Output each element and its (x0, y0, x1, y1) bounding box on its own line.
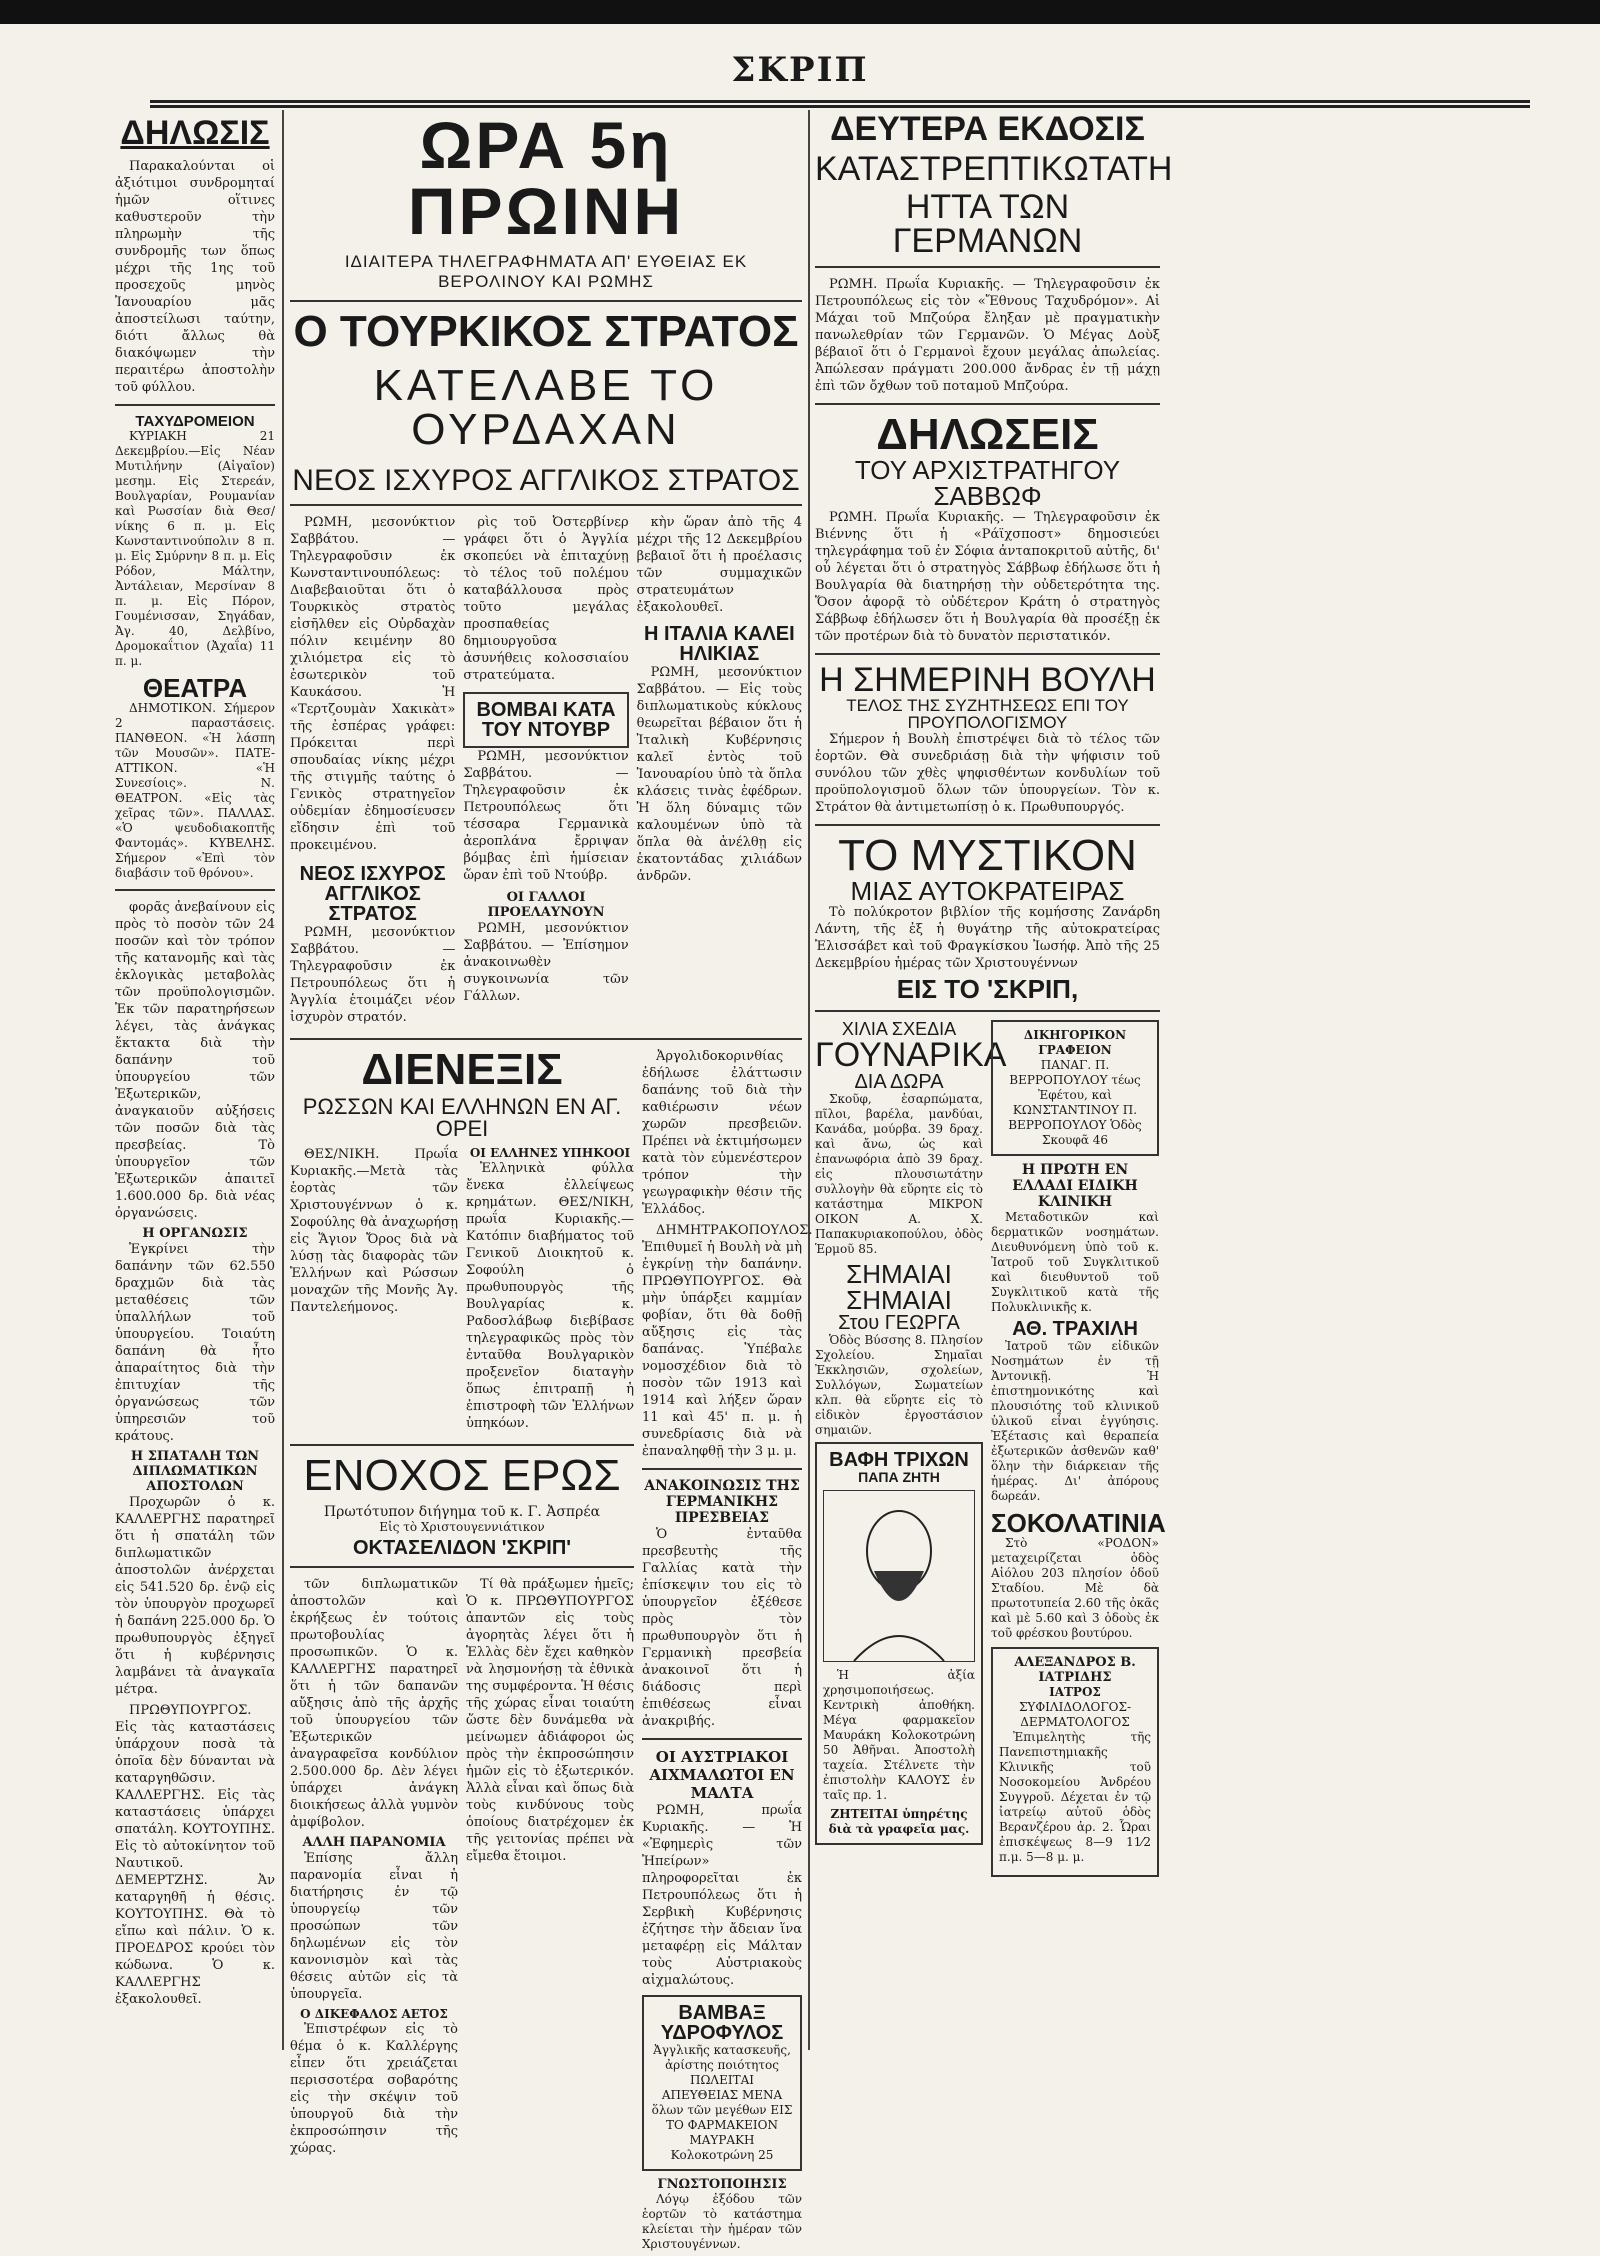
main-headline: ΩΡΑ 5η ΠΡΩΙΝΗ (407, 108, 685, 248)
aetos-heading: Ο ΔΙΚΕΦΑΛΟΣ ΑΕΤΟΣ (300, 2007, 448, 2021)
theatre-paragraph: ΔΗΜΟΤΙΚΟΝ. Σήμερον 2 παραστάσεις. ΠΑΝΘΕΟΝ. «Ἡ λάσπη τῶν Μουσῶν». ΠΑΤΕ-ΑΤΤΙΚΟΝ. «Ἡ Συνεσίοις». Ν. ΘΕΑΤΡΟΝ. «Εἰς τὰς χεῖρας τῶν». ΠΑΛΛΑΣ. «Ὁ ψευδοδιακοπτῆς Φαντομάς». ΚΥΒΕΛΗΣ. Σήμερον «Ἐπὶ τὸν διαβάσιν τοῦ θρόνου». (115, 701, 275, 880)
enochos-note: Εἰς τὸ Χριστουγεννιάτικον (379, 1520, 545, 1534)
fur-heading-1: ΧΙΛΙΑ ΣΧΕΔΙΑ (841, 1019, 957, 1039)
doctor2-paragraph: Ἐπιμελητὴς τῆς Πανεπιστημιακῆς Κλινικῆς τοῦ Νοσοκομείου Ἀνδρέου Συγγροῦ. Δέχεται ἐν τῷ ἰατρείῳ αὐτοῦ ὁδὸς Βερανζέρου ἀρ. 2. Ὧραι ἐπισκέψεως 8—9 11⁄2 π.μ. 5—8 μ. μ. (999, 1730, 1151, 1864)
new-english-text (290, 924, 455, 1026)
enochos-headline: ΕΝΟΧΟΣ ΕΡΩΣ (303, 1451, 621, 1500)
masthead-rule (150, 100, 1530, 103)
defeat-headline: ΗΤΤΑ ΤΩΝ ΓΕΡΜΑΝΩΝ (892, 188, 1083, 260)
aetos-text (290, 2021, 458, 2157)
german-embassy-text (642, 1526, 802, 1730)
clinic-paragraph: Μεταδοτικῶν καὶ δερματικῶν νοσημάτων. Διευθυνόμενη ὑπὸ τοῦ κ. Ἰατροῦ τοῦ Συγκλιτικοῦ καὶ διευθυντοῦ τοῦ Συγκλιτικοῦ κατὰ τῆς Πολυκλινικῆς κ. (991, 1210, 1159, 1314)
bombay-heading: ΒΟΜΒΑΙ ΚΑΤΑ ΤΟΥ ΝΤΟΥΒΡ (463, 692, 628, 748)
doctor-text (991, 1339, 1159, 1504)
debate-text (115, 1702, 275, 2008)
budget-text (115, 899, 275, 1222)
other-heading: ΑΛΛΗ ΠΑΡΑΝΟΜΙΑ (302, 1835, 446, 1850)
flags-heading-3: Στου ΓΕΩΡΓΑ (838, 1312, 960, 1334)
ost-paragraph: ρὶς τοῦ Ὀστερβίνερ γράφει ὅτι ὁ Ἀγγλία σκοπεύει νὰ ἐπιταχύνῃ τὸ τέλος τοῦ πολέμου καταβάλλουσα πρὸς τοῦτο μεγάλας προσπαθείας δημιουργοῦσα ἀσυνήθεις κολοσσιαίου στρατεύματα. (463, 515, 629, 683)
austrian-text (642, 1802, 802, 1989)
greek-subjects-paragraph: Ἑλληνικὰ φύλλα ἔνεκα ἐλλείψεως κρημάτων. ΘΕΣ/ΝΙΚΗ, πρωΐα Κυριακῆς.—Κατόπιν διαβήματος τοῦ Γενικοῦ Διοικητοῦ κ. Σοφούλη ὁ πρωθυπουργὸς τῆς Βουλγαρίας κ. Ραδοσλάβωφ διεβίβασε τηλεγραφικῶς πρὸς τὸν ἐνταῦθα Βουλγαρικὸν προξενεῖον διαταγὴν ὅπως ἐπιτραπῇ ἡ ἐπιστροφὴ τῶν Ἑλλήνων ὑπηκόων. (466, 1161, 634, 1431)
theatre-text (115, 701, 275, 881)
defeat-paragraph: ΡΩΜΗ. Πρωΐα Κυριακῆς. — Τηλεγραφοῦσιν ἐκ Πετρουπόλεως εἰς τὸν «Ἔθνους Ταχυδρόμον». Αἱ Μάχαι τοῦ Μπζούρα ἔληξαν μὲ πραγματικὴν πανωλεθρίαν τῶν Γερμανῶν. Ὁ Μέγας Δοὺξ βέβαιοῖ ὅτι ὁ Γερμανοὶ ἔχουν μεγάλας ἀπωλείας. Ἀπώλεσαν πράγματι 200.000 ἄνδρας ἐν τῇ μάχῃ ἐπὶ τῶν ὄχθων τοῦ ποταμοῦ Μπζούρα. (815, 277, 1160, 394)
masthead: ΣΚΡΙΠ (731, 50, 869, 90)
greek-subjects-heading: ΟΙ ΕΛΛΗΝΕΣ ΥΠΗΚΟΟΙ (469, 1146, 631, 1160)
center-column (290, 108, 813, 2251)
post-text (115, 429, 275, 669)
french-heading: ΟΙ ΓΑΛΛΟΙ ΠΡΟΕΛΑΥΝΟΥΝ (487, 890, 605, 920)
mystic-text (815, 904, 1160, 972)
org-text (115, 1241, 275, 1445)
theatre-heading: ΘΕΑΤΡΑ (142, 673, 248, 703)
chocolate-paragraph: Στὸ «ΡΟΔΟΝ» μεταχειρίζεται ὁδὸς Αἰόλου 203 πλησίον ὁδοῦ Σταδίου. Μὲ δὰ πρωτοτυπεία 2.60 τῆς ὀκᾶς καὶ μὲ 5.60 καὶ 3 ὁδοὺς ἐκ τοῦ φρέσκου βουτύρου. (991, 1536, 1159, 1640)
doctor2-text (999, 1730, 1151, 1865)
italy-paragraph: ΡΩΜΗ, μεσονύκτιον Σαββάτου. — Εἰς τοὺς διπλωματικοὺς κύκλους θεωρεῖται βέβαιον ὅτι ἡ Ἰταλικὴ Κυβέρνησις καλεῖ ἐντὸς τοῦ Ἰανουαρίου ὑπὸ τὰ ὅπλα κλάσεις τινὰς ἐφέδρων. Ἡ ὅλη δύναμις τῶν καλουμένων ὑπὸ τὰ ὅπλα θὰ ἀνέλθῃ εἰς ἑκατοντάδας χιλιάδων ἀνδρῶν. (636, 665, 802, 884)
cotton-ad (642, 1995, 802, 2171)
mystic-banner: ΕΙΣ ΤΟ 'ΣΚΡΙΠ, (896, 974, 1079, 1004)
french-text (463, 920, 628, 1005)
hair-footer: ΖΗΤΕΙΤΑΙ ὑπηρέτης διὰ τὰ γραφεῖα μας. (828, 1807, 970, 1836)
mystic-paragraph: Τὸ πολύκροτον βιβλίον τῆς κομήσσης Ζανάρδη Λάντη, τῆς ἐξ ἡ θυγάτηρ τῆς αὐτοκρατείρας Ἐλισσάβετ καὶ τοῦ Φραγκίσκου Ἰωσήφ. Ἀπὸ τῆς 25 Δεκεμβρίου ἡμέρας τῶν Χριστουγέννων (815, 905, 1160, 971)
waste-paragraph: Προχωρῶν ὁ κ. ΚΑΛΛΕΡΓΗΣ παρατηρεῖ ὅτι ἡ σπατάλη τῶν διπλωματικῶν ἀποστολῶν ἀνέρχεται εἰς 541.520 δρ. ἐνῷ εἰς τὸν ὑπουργὸν προχωρεῖ ἡ δαπάνη 225.000 δρ. Ὁ πρωθυπουργὸς ἐξηγεῖ ὅτι ἡ κυβέρνησις λαμβάνει τὰ ἀναγκαῖα μέτρα. (115, 1495, 275, 1697)
main-subheadline: ΙΔΙΑΙΤΕΡΑ ΤΗΛΕΓΡΑΦΗΜΑΤΑ ΑΠ' ΕΥΘΕΙΑΣ ΕΚ ΒΕΡΟΛΙΝΟΥ ΚΑΙ ΡΩΜΗΣ (344, 252, 748, 291)
law-heading: ΔΙΚΗΓΟΡΙΚΟΝ ΓΡΑΦΕΙΟΝ (1023, 1028, 1127, 1057)
dim-text (642, 1222, 813, 1460)
waste-text (115, 1494, 275, 1698)
savvof-text (815, 509, 1160, 645)
italy-heading: Η ΙΤΑΛΙΑ ΚΑΛΕΙ ΗΛΙΚΙΑΣ (643, 623, 795, 665)
declarations-subheadline: ΤΟΥ ΑΡΧΙΣΤΡΑΤΗΓΟΥ ΣΑΒΒΩΦ (854, 455, 1121, 511)
austrian-paragraph: ΡΩΜΗ, πρωΐα Κυριακῆς. — Ἡ «Ἐφημερὶς τῶν Ἠπείρων» πληροφορεῖται ἐκ Πετρουπόλεως ὅτι ἡ Σερβικὴ Κυβέρνησις ἐζήτησε τὴν ἄδειαν ἵνα μεταφέρῃ εἰς Μάλταν τοὺς Αὐστριακοὺς αἰχμαλώτους. (642, 1803, 802, 1988)
declarations-headline: ΔΗΛΩΣΕΙΣ (876, 410, 1099, 459)
notification-text (642, 2192, 802, 2252)
other-paragraph: Ἐπίσης ἄλλη παρανομία εἶναι ἡ διατήρησις ἐν τῷ ὑπουργείῳ τῶν προσώπων τῶν δηλωμένων εἰς τὸν κανονισμὸν καὶ τὰς θέσεις αὐτῶν εἰς τὰ ὑπουργεῖα. (290, 1851, 458, 2002)
fur-paragraph: Σκοῦφ, ἑσαρπώματα, πῖλοι, βαρέλα, μανδύαι, Κανάδα, μούρβα. 39 δραχ. καὶ ἄνω, ὡς καὶ ἐπανωφόρια ἀπὸ 39 δραχ. εἰς πλουσιωτάτην συλλογὴν θὰ εὕρητε εἰς τὸ κατάστημα ΜΙΚΡΟΝ ΟΙΚΟΝ Α. Χ. Παπακυριακοπούλου, ὁδὸς Ἑρμοῦ 85. (815, 1092, 983, 1256)
turk-paragraph: ΡΩΜΗ, μεσονύκτιον Σαββάτου. — Τηλεγραφοῦσιν ἐκ Κωνσταντινουπόλεως: Διαβεβαιοῦται ὅτι ὁ Τουρκικὸς στρατὸς εἰσῆλθεν εἰς Οὐρδαχὰν πόλιν κειμένην 80 χιλιόμετρα εἰς τὸ ἐσωτερικὸν τοῦ Καυκάσου. Ἡ «Τερτζουμὰν Χακικὰτ» τῆς ἐσπέρας γράφει: Πρόκειται περὶ σπουδαίας νίκης μέχρι τῆς στιγμῆς ταύτης ὁ Γενικὸς στρατηγεῖον οὐδεμίαν ἐδημοσίευσεν εἴδησιν ἐπὶ τοῦ προκειμένου. (290, 515, 456, 853)
notice-paragraph: Παρακαλούνται οἱ ἀξιότιμοι συνδρομηταί ἡμῶν οἵτινες καθυστεροῦν τὴν πληρωμὴν τῆς συνδρομῆς των ὅπως μέχρι τῆς 1ης τοῦ προσεχοῦς μηνὸς Ἰανουαρίου μᾶς ἀποστείλωσι ταύτην, διότι ἄλλως θὰ διακόψωμεν τὴν περαιτέρω ἀποστολὴν τοῦ φύλλου. (115, 159, 275, 395)
column-divider (282, 110, 284, 2050)
pm-text (466, 1576, 634, 1865)
dienexis-headline: ΔΙΕΝΕΞΙΣ (361, 1045, 563, 1094)
law-text: ΠΑΝΑΓ. Π. ΒΕΡΡΟΠΟΥΛΟΥ τέως Ἐφέτου, καὶ ΚΩΝΣΤΑΝΤΙΝΟΥ Π. ΒΕΡΡΟΠΟΥΛΟΥ Ὁδὸς Σκουφᾶ 46 (1008, 1058, 1142, 1147)
fur-heading-2: ΓΟΥΝΑΡΙΚΑ (815, 1036, 1007, 1074)
doctor2-heading: ΑΛΕΞΑΝΔΡΟΣ Β. ΙΑΤΡΙΔΗΣ (1014, 1655, 1136, 1685)
german-embassy-heading: ΑΝΑΚΟΙΝΩΣΙΣ ΤΗΣ ΓΕΡΜΑΝΙΚΗΣ ΠΡΕΣΒΕΙΑΣ (644, 1478, 800, 1526)
doctor-ad (991, 1647, 1159, 1877)
notification-paragraph: Λόγῳ ἐξόδου τῶν ἑορτῶν τὸ κατάστημα κλείεται τὴν ἡμέραν τῶν Χριστουγέννων. (642, 2192, 802, 2251)
boule-text (815, 731, 1160, 816)
urdaxan-headline: ΚΑΤΕΛΑΒΕ ΤΟ ΟΥΡΔΑΧΑΝ (373, 361, 719, 454)
dienexis-text (290, 1146, 458, 1436)
flags-heading-2: ΣΗΜΑΙΑΙ (846, 1285, 952, 1315)
new-english-subheading: ΝΕΟΣ ΙΣΧΥΡΟΣ ΑΓΓΛΙΚΟΣ ΣΤΡΑΤΟΣ (299, 863, 446, 925)
chocolate-text (991, 1536, 1159, 1641)
austrian-heading: ΟΙ ΑΥΣΤΡΙΑΚΟΙ ΑΙΧΜΑΛΩΤΟΙ ΕΝ ΜΑΛΤΑ (649, 1748, 795, 1802)
callerg-text (290, 1576, 458, 1831)
flags-text (815, 1333, 983, 1438)
hair-dye-ad (815, 1442, 983, 1845)
chocolate-heading: ΣΟΚΟΛΑΤΙΝΙΑ (991, 1508, 1166, 1538)
dienexis-paragraph: ΘΕΣ/ΝΙΚΗ. Πρωΐα Κυριακῆς.—Μετὰ τὰς ἑορτὰς τῶν Χριστουγέννων ὁ κ. Σοφούλης θὰ ἀναχωρήσῃ εἰς Ἅγιον Ὄρος διὰ νὰ λύσῃ τὰς διαφορὰς τῶν Ἑλλήνων καὶ Ρώσσων μοναχῶν τῆς Μονῆς Ἁγ. Παντελεήμονος. (290, 1147, 458, 1315)
hair-paragraph: Ἡ ἀξία χρησιμοποιήσεως. Κεντρικὴ ἀποθήκη. Μέγα φαρμακεῖον Μαυράκη Κολοκοτρώνη 50 Ἀθῆναι. Ἀποστολὴ ταχεία. Στέλνετε τὴν ἐπιστολὴν ΚΑΛΟΥΣ ἐν ταῖς πρ. 1. (823, 1668, 975, 1802)
fur-heading-3: ΔΙΑ ΔΩΡΑ (854, 1071, 944, 1093)
turkish-army-headline: Ο ΤΟΥΡΚΙΚΟΣ ΣΤΡΑΤΟΣ (293, 307, 799, 356)
doctor-name: ΑΘ. ΤΡΑΧΙΛΗ (1012, 1318, 1138, 1340)
hair-subheading: ΠΑΠΑ ΖΗΤΗ (858, 1469, 940, 1485)
ost-text (463, 514, 628, 684)
mystic-headline: ΤΟ ΜΥΣΤΙΚΟΝ (838, 831, 1137, 880)
waste-heading: Η ΣΠΑΤΑΛΗ ΤΩΝ ΔΙΠΛΩΜΑΤΙΚΩΝ ΑΠΟΣΤΟΛΩΝ (130, 1449, 260, 1494)
diplo-text (642, 1048, 802, 1218)
post-paragraph: ΚΥΡΙΑΚΗ 21 Δεκεμβρίου.—Εἰς Νέαν Μυτιλήνην (Αἰγαῖον) μεσημ. Εἰς Στερεάν, Βουλγαρίαν, Ρουμανίαν καὶ Ρωσσίαν διὰ Θεσ/νίκης 6 π. μ. Εἰς Κωνσταντινούπολιν 8 π. μ. Εἰς Σμύρνην 8 π. μ. Εἰς Ρόδον, Μάλτην, Ἀντάλειαν, Μερσίναν 8 π. μ. Εἰς Πόρον, Γουμένισσαν, Σηγάδαν, Ἀγ. 40, Δελβίνο, Δρομοκαΐτιον (Ἀχαΐα) 11 π. μ. (115, 429, 275, 668)
french-paragraph: ΡΩΜΗ, μεσονύκτιον Σαββάτου. — Ἐπίσημον ἀνακοινωθὲν συγκοινωνία τῶν Γάλλων. (463, 921, 629, 1004)
turk-text (290, 514, 455, 854)
notification-heading: ΓΝΩΣΤΟΠΟΙΗΣΙΣ (657, 2177, 787, 2192)
dienexis-subheadline: ΡΩΣΣΩΝ ΚΑΙ ΕΛΛΗΝΩΝ ΕΝ ΑΓ. ΟΡΕΙ (302, 1094, 622, 1141)
savvof-paragraph: ΡΩΜΗ. Πρωΐα Κυριακῆς. — Τηλεγραφοῦσιν ἐκ Βιέννης ὅτι ἡ «Ράϊχσποστ» δημοσιεύει τηλεγράφημα τοῦ ἐν Σόφια ἀνταποκριτοῦ αὐτῆς, δι' οὗ λέγεται ὅτι ὁ στρατηγὸς Σάββωφ ἐδήλωσε ὅτι ἡ Βουλγαρία θὰ διατηρήσῃ τὴν οὐδετερότητα της. Ὅσον ἀφορᾷ τὸ οὐδέτερον Κράτη ὁ στρατηγὸς Σάββωφ ἐδήλωσεν ὅτι ἡ Βουλγαρία θὰ προσέξῃ ἐκ τῶν προτέρων διὰ τὸ δυνατὸν περιστατικόν. (815, 510, 1160, 644)
boule-paragraph: Σήμερον ἡ Βουλὴ ἐπιστρέψει διὰ τὸ τέλος τῶν ἑορτῶν. Θὰ συνεδριάσῃ διὰ τὴν ψήφισιν τοῦ συνόλου τῶν χθὲς ψηφισθέντων κονδυλίων τοῦ προϋπολογισμοῦ ὅλων τῶν ὑπουργείων. Τὸν κ. Στράτον θὰ ἀντιμετωπίσῃ ὁ κ. Πρωθυπουργός. (815, 732, 1160, 815)
doctor2-specialty: ΣΥΦΙΛΙΔΟΛΟΓΟΣ-ΔΕΡΜΑΤΟΛΟΓΟΣ (1018, 1700, 1132, 1729)
second-edition-headline: ΔΕΥΤΕΡΑ ΕΚΔΟΣΙΣ (830, 110, 1145, 148)
bombay-paragraph: ΡΩΜΗ, μεσονύκτιον Σαββάτου. — Τηλεγραφοῦσιν ἐκ Πετρουπόλεως ὅτι τέσσαρα Γερμανικὰ ἀεροπλάνα ἔρριψαν βόμβας ἐπὶ ἡμίσειαν ὥραν ἐπὶ τοῦ Ντούβρ. (463, 749, 629, 883)
new-english-paragraph: ΡΩΜΗ, μεσονύκτιον Σαββάτου. — Τηλεγραφοῦσιν ἐκ Πετρουπόλεως ὅτι ἡ Ἀγγλία ἑτοιμάζει νέον ἰσχυρὸν στρατόν. (290, 925, 456, 1025)
cotton-heading: ΒΑΜΒΑΞ ΥΔΡΟΦΥΛΟΣ (660, 2002, 784, 2044)
org-heading: Η ΟΡΓΑΝΩΣΙΣ (142, 1226, 248, 1241)
enochos-author: Πρωτότυπον διήγημα τοῦ κ. Γ. Ἀσπρέα (323, 1504, 601, 1520)
top-black-bar (0, 0, 1600, 24)
catastrophic-headline: ΚΑΤΑΣΤΡΕΠΤΙΚΩΤΑΤΗ (815, 150, 1173, 188)
dim-paragraph: ΔΗΜΗΤΡΑΚΟΠΟΥΛΟΣ. Ἐπιθυμεῖ ἡ Βουλὴ νὰ μὴ ἐγκρίνῃ τὴν δαπάνην. ΠΡΩΘΥΠΟΥΡΓΟΣ. Θὰ μὴν ὑπάρξει καμμίαν φοβίαν, ὅτι θὰ δοθῇ αὔξησις εἰς τὰς δαπάνας. Ὑπέβαλε νομοσχέδιον διὰ τὸ ποσὸν τῶν 1913 καὶ 1914 καὶ λήξεν ὥραν 11 καὶ 45' π. μ. ἡ συνεδρίασις διὰ νὰ ἐπαναληφθῇ τὴν 3 μ. μ. (642, 1223, 813, 1459)
fur-text (815, 1092, 983, 1257)
right-column (815, 110, 1173, 2062)
new-english-headline: ΝΕΟΣ ΙΣΧΥΡΟΣ ΑΓΓΛΙΚΟΣ ΣΤΡΑΤΟΣ (292, 464, 800, 497)
column-divider (808, 110, 810, 2050)
flags-heading-1: ΣΗΜΑΙΑΙ (846, 1259, 952, 1289)
boule-subheadline: ΤΕΛΟΣ ΤΗΣ ΣΥΖΗΤΗΣΕΩΣ ΕΠΙ ΤΟΥ ΠΡΟΥΠΟΛΟΓΙΣΜΟΥ (846, 696, 1129, 732)
hair-heading: ΒΑΦΗ ΤΡΙΧΩΝ (829, 1449, 969, 1471)
cotton-text: Ἀγγλικῆς κατασκευῆς, ἀρίστης ποιότητος ΠΩΛΕΙΤΑΙ ΑΠΕΥΘΕΙΑΣ ΜΕΝΑ ὅλων τῶν μεγέθων ΕΙΣ ΤΟ ΦΑΡΜΑΚΕΙΟΝ ΜΑΥΡΑΚΗ Κολοκοτρώνη 25 (651, 2043, 793, 2162)
flags-paragraph: Ὁδὸς Βύσσης 8. Πλησίον Σχολείου. Σημαῖαι Ἐκκλησιῶν, σχολείων, Συλλόγων, Σωματείων κλπ. θὰ εὕρητε εἰς τὸ εἰδικὸν ἐργοστάσιον σημαιῶν. (815, 1333, 983, 1437)
post-heading: ΤΑΧΥΔΡΟΜΕΙΟΝ (135, 413, 255, 430)
clinic-text (991, 1210, 1159, 1315)
law-office-ad (991, 1020, 1159, 1156)
doctor-paragraph: Ἰατροῦ τῶν εἰδικῶν Νοσημάτων ἐν τῇ Ἀντονικῇ. Ἡ ἐπιστημονικότης καὶ πλουσιότης τοῦ κλινικοῦ ὑλικοῦ εἶναι ἐγγύησις. Ἐξέτασις καὶ θεραπεία ἐξωτερικῶν ἀσθενῶν καθ' ὅλην τὴν διάρκειαν τῆς ἡμέρας. Δι' ἀπόρους δωρεάν. (991, 1339, 1159, 1503)
pm-paragraph: Τί θὰ πράξωμεν ἡμεῖς; Ὁ κ. ΠΡΩΘΥΠΟΥΡΓΟΣ ἀπαντῶν εἰς τοὺς ἀγορητὰς λέγει ὅτι ἡ Ἑλλὰς δὲν ἔχει καθηκὸν νὰ λησμονήσῃ τὰ ἐθνικὰ της συμφέροντα. Ἡ θέσις τῆς χώρας εἶναι τοιαύτη ὥστε δὲν δυνάμεθα νὰ μείνωμεν ἀδιάφοροι ὡς πρὸς τὴν ἐκπροσώπησιν ἡμῶν εἰς τὸ ἐξωτερικόν. Ἀλλὰ εἶναι καὶ ὅπως διὰ τοὺς κινδύνους τοὺς ὁποίους διατρέχομεν ἐκ τῆς γειτονίας πρέπει νὰ εἴμεθα ἕτοιμοι. (466, 1577, 634, 1864)
org-paragraph: Ἐγκρίνει τὴν δαπάνην τῶν 62.550 δραχμῶν διὰ τὰς μεταθέσεις τῶν ὑπαλλήλων τοῦ ὑπουργείου. Τοιαύτη δαπάνη θὰ ἦτο ἀπαραίτητος διὰ τὴν ἐπιτυχίαν τῆς ὀργανώσεως τῶν ὑπηρεσιῶν τοῦ κράτους. (115, 1242, 275, 1444)
clinic-heading: Η ΠΡΩΤΗ ΕΝ ΕΛΛΑΔΙ ΕΙΔΙΚΗ ΚΛΙΝΙΚΗ (1012, 1162, 1138, 1210)
other-text (290, 1850, 458, 2003)
greek-subjects-text (466, 1160, 634, 1432)
doctor2-subheading: ΙΑΤΡΟΣ (1049, 1685, 1101, 1699)
masthead-rule-2 (150, 105, 1530, 108)
italy-text (637, 664, 802, 885)
italy-lead-text (637, 514, 802, 616)
left-column (115, 112, 275, 2062)
debate-paragraph: ΠΡΩΘΥΠΟΥΡΓΟΣ. Εἰς τὰς καταστάσεις ὑπάρχουν ποσὰ τὰ ὁποῖα δὲν δύνανται νὰ καταργηθῶσιν. ΚΑΛΛΕΡΓΗΣ. Εἰς τὰς καταστάσεις ὑπάρχει σπατάλη. ΚΟΥΤΟΥΠΗΣ. Εἰς τὸ αὐτοκίνητον τοῦ Ναυτικοῦ. ΔΕΜΕΡΤΖΗΣ. Ἀν καταργηθῆ ἡ θέσις. ΚΟΥΤΟΥΠΗΣ. Θὰ τὸ εἴπω καὶ πάλιν. Ὁ κ. ΠΡΟΕΔΡΟΣ κρούει τὸν κώδωνα. Ὁ κ. ΚΑΛΛΕΡΓΗΣ ἐξακολουθεῖ. (115, 1703, 275, 2007)
defeat-text (815, 276, 1160, 395)
enochos-banner: ΟΚΤΑΣΕΛΙΔΟΝ 'ΣΚΡΙΠ' (352, 1537, 572, 1559)
dilosis-heading: ΔΗΛΩΣΙΣ (120, 114, 270, 152)
italy-lead-paragraph: κὴν ὥραν ἀπὸ τῆς 4 μέχρι τῆς 12 Δεκεμβρίου βεβαιοῖ ὅτι ἡ προέλασις τῶν συμμαχικῶν στρατευμάτων ἐξακολουθεῖ. (636, 515, 802, 615)
notice-text (115, 158, 275, 396)
mystic-subheadline: ΜΙΑΣ ΑΥΤΟΚΡΑΤΕΙΡΑΣ (850, 876, 1125, 906)
hair-text (823, 1668, 975, 1803)
diplo-paragraph: Ἀργολιδοκορινθίας ἐδήλωσε ἐλάττωσιν δαπάνης τοῦ διὰ τὴν καθιέρωσιν νέων χωρῶν πρεσβειῶν. Πρέπει νὰ ἐκτιμήσωμεν κατὰ τὸν εὐμενέστερον τρόπον τὴν γεωγραφικὴν θέσιν τῆς Ἑλλάδος. (642, 1049, 802, 1217)
callerg-paragraph: τῶν διπλωματικῶν ἀποστολῶν καὶ ἐκρήξεως ἐν τούτοις πρωτοβουλίας προσωπικῶν. Ὁ κ. ΚΑΛΛΕΡΓΗΣ παρατηρεῖ ὅτι ἡ τῶν δαπανῶν αὔξησις ἀπὸ τῆς ἀρχῆς τοῦ ὑπουργείου τῶν Ἐξωτερικῶν ἀναγραφεῖσα κονδύλιον 2.500.000 δρ. Δὲν λέγει ὑπάρχει ἀνάγκη διοικήσεως ἀλλὰ γυμνὸν ἀμφίβολον. (290, 1577, 458, 1830)
aetos-paragraph: Ἐπιστρέφων εἰς τὸ θέμα ὁ κ. Καλλέργης εἶπεν ὅτι χρειάζεται περισσοτέρα σοβαρότης εἰς τὴν σκέψιν τοῦ ὑπουργοῦ διὰ τὴν ἐκπροσώπησιν τῆς χώρας. (290, 2022, 458, 2156)
boule-headline: Η ΣΗΜΕΡΙΝΗ ΒΟΥΛΗ (819, 661, 1156, 699)
budget-paragraph: φορᾶς ἀνεβαίνουν εἰς πρὸς τὸ ποσὸν τῶν 24 ποσῶν καὶ τὸν τρόπον τῆς κατανομῆς καὶ τὰς ἐκλογικὰς μεταβολὰς τῶν προϋπολογισμῶν. Ἐκ τῶν παρατηρήσεων λέγει, τὰς ἀνάγκας ἔκτακτα διὰ τὴν δαπάνην τοῦ ὑπουργείου τῶν Ἐξωτερικῶν, ἀναγκαιοῦν αὐξήσεις τῶν ποσῶν διὰ τὰς πρεσβείας. Τὸ ὑπουργεῖον τῶν Ἐξωτερικῶν ἀπαιτεῖ 1.600.000 δρ. διὰ νέας ὀργανώσεις. (115, 900, 275, 1221)
bombay-text (463, 748, 628, 884)
portrait-illustration (823, 1490, 975, 1662)
german-embassy-paragraph: Ὁ ἐνταῦθα πρεσβευτὴς τῆς Γαλλίας κατὰ τὴν ἐπίσκεψιν του εἰς τὸ ὑπουργεῖον ἐξέθεσε πρὸς τὸν πρωθυπουργὸν ὅτι ἡ Γερμανικὴ πρεσβεία ἀνακοινοῖ ὅτι ἡ διάδοσις περὶ ἐπιθέσεως εἶναι ἀνακριβής. (642, 1527, 802, 1729)
